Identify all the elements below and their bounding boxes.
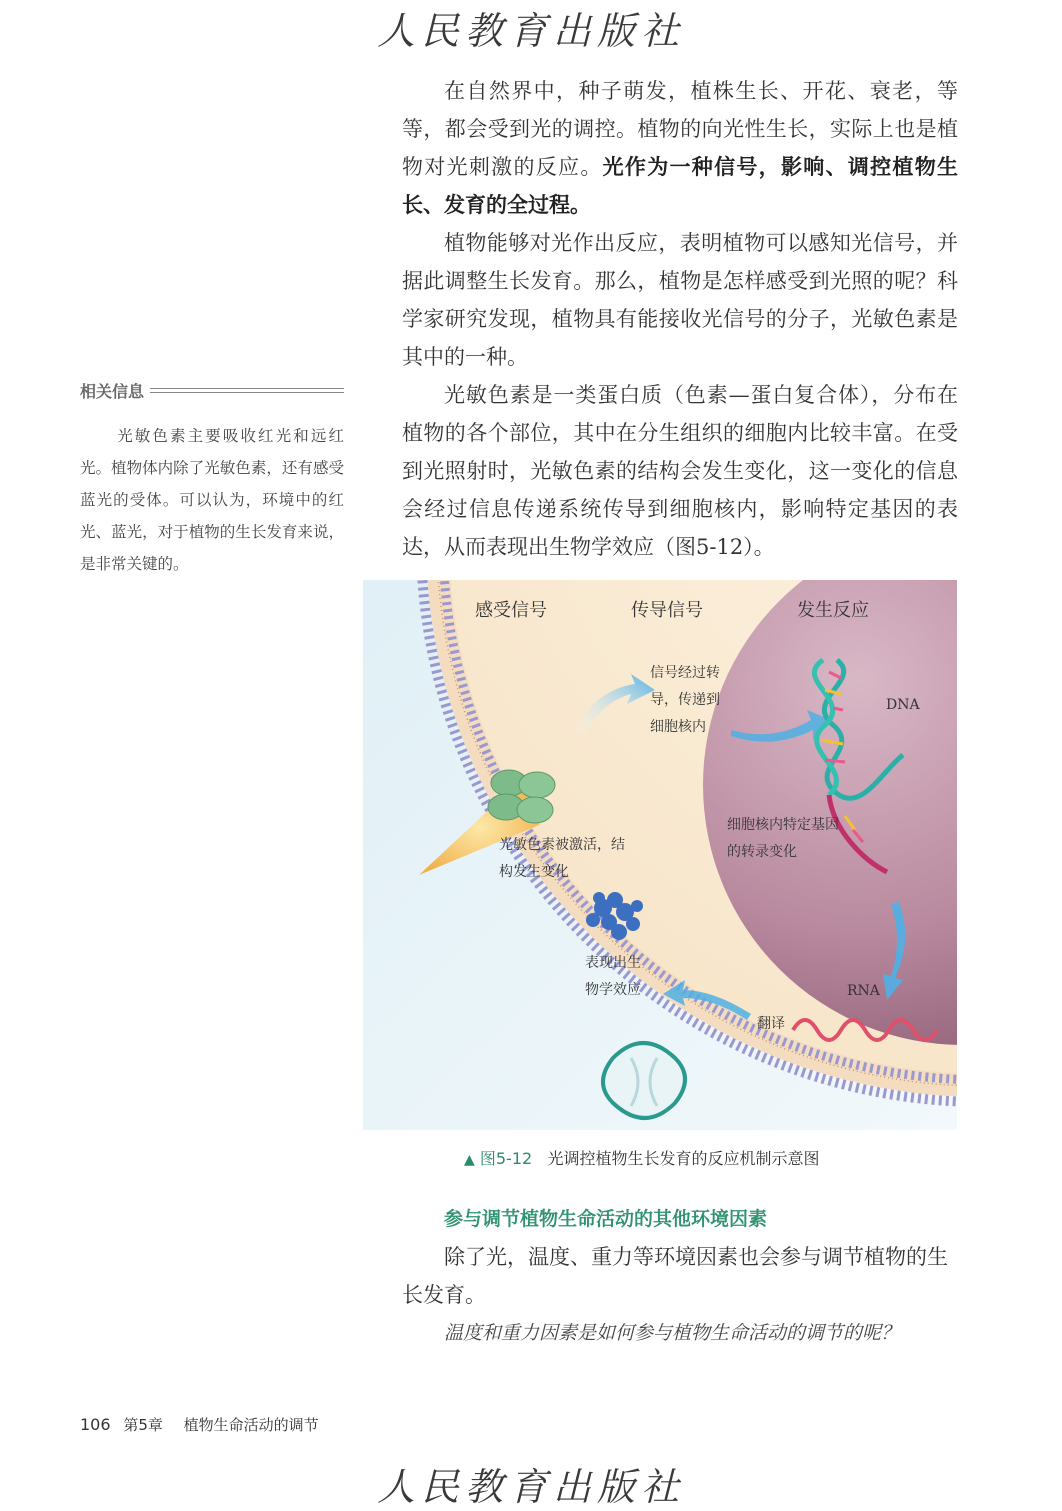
label-dna: DNA	[886, 697, 920, 713]
paragraph-3: 光敏色素是一类蛋白质（色素—蛋白复合体），分布在植物的各个部位，其中在分生组织的细胞内比较丰富。在受到光照射时，光敏色素的结构会发生变化，这一变化的信息会经过信息传递系统传导到细胞核内，影响特定基因的表达，从而表现出生物学效应（图5-12）。	[402, 383, 958, 559]
publisher-logo-bottom: 人民教育出版社	[376, 1465, 685, 1509]
bold-statement: 光作为一种信号，影响、调控植物生长、发育的全过程。	[402, 155, 958, 217]
page-footer	[80, 1414, 319, 1435]
section-heading: 参与调节植物生命活动的其他环境因素	[444, 1208, 768, 1230]
section-text	[402, 1238, 958, 1314]
sidebar-text: 光敏色素主要吸收红光和远红光。植物体内除了光敏色素，还有感受蓝光的受体。可以认为，环境中的红光、蓝光，对于植物的生长发育来说，是非常关键的。	[80, 427, 344, 573]
label-translation: 翻译	[757, 1016, 785, 1032]
label-activation-note: 光敏色素被激活，结构发生变化	[499, 837, 625, 880]
chapter-title: 植物生命活动的调节	[183, 1416, 319, 1434]
label-effect-note: 表现出生物学效应	[585, 955, 641, 998]
caption-triangle-icon: ▲	[464, 1152, 475, 1168]
caption-number: 图5-12	[479, 1149, 533, 1168]
label-transduce-signal: 传导信号	[631, 600, 703, 621]
figure-5-12	[363, 580, 957, 1130]
label-transcription-note: 细胞核内特定基因的转录变化	[727, 817, 839, 860]
section-paragraph-1: 除了光，温度、重力等环境因素也会参与调节植物的生长发育。	[402, 1245, 948, 1307]
label-rna: RNA	[847, 983, 880, 999]
membrane-channel	[603, 1043, 685, 1118]
publisher-logo-top: 人民教育出版社	[376, 9, 685, 53]
figure-caption	[464, 1146, 819, 1169]
label-response: 发生反应	[797, 600, 869, 621]
label-transduction-note: 信号经过转导，传递到细胞核内	[650, 665, 720, 735]
label-sense-signal: 感受信号	[475, 600, 547, 621]
chapter-label: 第5章	[123, 1416, 163, 1434]
section-question: 温度和重力因素是如何参与植物生命活动的调节的呢？	[444, 1322, 901, 1344]
caption-text: 光调控植物生长发育的反应机制示意图	[547, 1149, 820, 1168]
main-text	[402, 72, 958, 566]
paragraph-1: 在自然界中，种子萌发，植株生长、开花、衰老，等等，都会受到光的调控。植物的向光性生长，实际上也是植物对光刺激的反应。光作为一种信号，影响、调控植物生长、发育的全过程。	[402, 79, 958, 217]
page-number: 106	[80, 1415, 111, 1434]
sidebar-title: 相关信息	[80, 378, 344, 402]
sidebar-rule	[150, 388, 344, 393]
paragraph-2: 植物能够对光作出反应，表明植物可以感知光信号，并据此调整生长发育。那么，植物是怎样感受到光照的呢？科学家研究发现，植物具有能接收光信号的分子，光敏色素是其中的一种。	[402, 231, 958, 369]
